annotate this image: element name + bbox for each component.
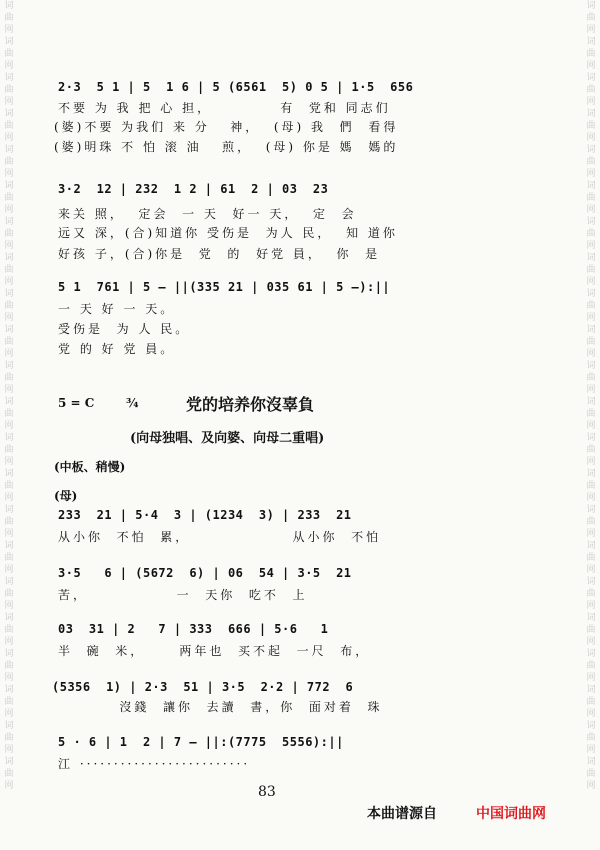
watermark-char: 网 [4, 313, 14, 323]
watermark-char: 词 [4, 721, 14, 731]
watermark-char: 网 [4, 25, 14, 35]
watermark-char: 曲 [4, 265, 14, 275]
watermark-char: 网 [586, 745, 596, 755]
watermark-char: 曲 [4, 85, 14, 95]
watermark-left [2, 0, 16, 850]
watermark-char: 词 [4, 649, 14, 659]
watermark-char: 曲 [4, 337, 14, 347]
watermark-char: 网 [586, 673, 596, 683]
watermark-char: 网 [4, 745, 14, 755]
watermark-char: 词 [586, 289, 596, 299]
watermark-char: 曲 [4, 229, 14, 239]
watermark-char: 网 [586, 781, 596, 791]
watermark-char: 曲 [4, 157, 14, 167]
watermark-char: 网 [4, 277, 14, 287]
watermark-char: 词 [4, 361, 14, 371]
score-row-3: 5 1 761 | 5 — ||(335 21 | 035 61 | 5 —):|| [58, 280, 391, 294]
watermark-char: 词 [4, 289, 14, 299]
lyric-line: (婆)明珠 不 怕 滚 油 煎， (母) 你是 媽 媽的 [54, 140, 399, 154]
watermark-char: 词 [586, 253, 596, 263]
watermark-char: 曲 [4, 193, 14, 203]
watermark-char: 词 [4, 181, 14, 191]
watermark-char: 曲 [4, 589, 14, 599]
watermark-char: 曲 [586, 373, 596, 383]
watermark-char: 词 [586, 433, 596, 443]
watermark-char: 曲 [586, 13, 596, 23]
watermark-char: 曲 [4, 733, 14, 743]
watermark-char: 网 [586, 385, 596, 395]
watermark-char: 词 [586, 181, 596, 191]
score-row-7: (5356 1) | 2·3 51 | 3·5 2·2 | 772 6 [52, 680, 354, 694]
watermark-char: 曲 [586, 445, 596, 455]
singer-label: (母) [54, 489, 78, 503]
watermark-char: 词 [586, 361, 596, 371]
watermark-char: 曲 [4, 301, 14, 311]
lyric-line: 党 的 好 党 員。 [58, 342, 176, 356]
watermark-char: 词 [4, 577, 14, 587]
watermark-char: 词 [586, 541, 596, 551]
lyric-line: 受伤是 为 人 民。 [58, 322, 191, 336]
watermark-char: 曲 [586, 733, 596, 743]
watermark-char: 词 [4, 217, 14, 227]
watermark-char: 曲 [4, 769, 14, 779]
watermark-char: 词 [4, 253, 14, 263]
site-name: 中国词曲网 [476, 806, 546, 822]
watermark-char: 网 [4, 493, 14, 503]
watermark-char: 网 [4, 421, 14, 431]
watermark-char: 词 [4, 685, 14, 695]
watermark-char: 曲 [586, 661, 596, 671]
lyric-line: 远又 深，(合)知道你 受伤是 为人 民， 知 道你 [58, 226, 398, 240]
watermark-char: 网 [4, 133, 14, 143]
key-signature: 5 = C [58, 396, 95, 410]
watermark-char: 曲 [586, 553, 596, 563]
watermark-char: 曲 [586, 85, 596, 95]
watermark-char: 网 [4, 781, 14, 791]
watermark-char: 网 [4, 241, 14, 251]
watermark-char: 网 [4, 61, 14, 71]
watermark-char: 词 [586, 73, 596, 83]
watermark-char: 网 [586, 421, 596, 431]
watermark-char: 词 [586, 505, 596, 515]
watermark-char: 词 [4, 109, 14, 119]
watermark-char: 词 [586, 145, 596, 155]
watermark-char: 网 [4, 385, 14, 395]
watermark-char: 曲 [586, 229, 596, 239]
watermark-char: 网 [586, 97, 596, 107]
watermark-char: 网 [586, 457, 596, 467]
watermark-char: 网 [586, 61, 596, 71]
watermark-char: 词 [586, 685, 596, 695]
watermark-char: 曲 [4, 445, 14, 455]
watermark-char: 词 [586, 1, 596, 11]
watermark-char: 网 [586, 313, 596, 323]
watermark-char: 网 [586, 25, 596, 35]
watermark-char: 曲 [586, 409, 596, 419]
lyric-line: 沒錢 讓你 去讀 書，你 面对着 珠 [58, 700, 383, 714]
watermark-char: 网 [4, 673, 14, 683]
watermark-char: 曲 [586, 697, 596, 707]
watermark-char: 曲 [4, 49, 14, 59]
score-row-8: 5 · 6 | 1 2 | 7 — ||:(7775 5556):|| [58, 735, 344, 749]
watermark-char: 网 [4, 169, 14, 179]
watermark-char: 曲 [4, 553, 14, 563]
watermark-char: 词 [586, 109, 596, 119]
watermark-char: 曲 [586, 157, 596, 167]
watermark-char: 网 [586, 349, 596, 359]
lyric-line: 江 ························· [58, 757, 251, 771]
watermark-char: 网 [586, 241, 596, 251]
watermark-char: 网 [586, 493, 596, 503]
watermark-char: 词 [586, 469, 596, 479]
watermark-char: 曲 [586, 625, 596, 635]
watermark-char: 词 [586, 397, 596, 407]
watermark-char: 曲 [586, 193, 596, 203]
watermark-char: 曲 [4, 13, 14, 23]
watermark-char: 网 [4, 601, 14, 611]
watermark-char: 曲 [4, 373, 14, 383]
watermark-char: 词 [4, 433, 14, 443]
watermark-char: 曲 [586, 769, 596, 779]
score-row-4: 233 21 | 5·4 3 | (1234 3) | 233 21 [58, 508, 352, 522]
watermark-char: 网 [4, 349, 14, 359]
watermark-char: 网 [586, 709, 596, 719]
watermark-char: 曲 [4, 121, 14, 131]
watermark-char: 曲 [586, 337, 596, 347]
watermark-char: 曲 [4, 625, 14, 635]
lyric-line: 半 碗 米， 两年也 买不起 一尺 布， [58, 644, 371, 658]
watermark-char: 网 [586, 529, 596, 539]
score-row-6: 03 31 | 2 7 | 333 666 | 5·6 1 [58, 622, 329, 636]
watermark-char: 词 [586, 577, 596, 587]
watermark-char: 网 [4, 529, 14, 539]
watermark-char: 曲 [586, 49, 596, 59]
time-signature: ¾ [126, 396, 139, 410]
score-row-5: 3·5 6 | (5672 6) | 06 54 | 3·5 21 [58, 566, 352, 580]
watermark-char: 词 [586, 649, 596, 659]
watermark-char: 网 [4, 97, 14, 107]
lyric-line: 不要 为 我 把 心 担， 有 党和 同志们 [58, 101, 391, 115]
lyric-line: 从小你 不怕 累， 从小你 不怕 [58, 530, 382, 544]
lyric-line: 好孩 子，(合)你是 党 的 好党 員， 你 是 [58, 247, 381, 261]
watermark-char: 网 [586, 169, 596, 179]
watermark-char: 曲 [4, 517, 14, 527]
score-row-1: 2·3 5 1 | 5 1 6 | 5 (6561 5) 0 5 | 1·5 656 [58, 80, 414, 94]
watermark-char: 曲 [4, 409, 14, 419]
watermark-char: 曲 [586, 589, 596, 599]
watermark-char: 曲 [586, 301, 596, 311]
song-title: 党的培养你沒辜負 [186, 395, 315, 414]
watermark-char: 曲 [4, 697, 14, 707]
watermark-char: 曲 [586, 265, 596, 275]
watermark-char: 词 [4, 757, 14, 767]
watermark-char: 词 [4, 541, 14, 551]
watermark-char: 词 [586, 613, 596, 623]
watermark-char: 网 [586, 565, 596, 575]
lyric-line: (婆)不要 为我们 来 分 神， (母) 我 們 看得 [54, 120, 399, 134]
watermark-char: 词 [4, 469, 14, 479]
watermark-char: 网 [586, 637, 596, 647]
page-number: 83 [258, 784, 276, 800]
watermark-char: 网 [586, 133, 596, 143]
watermark-char: 曲 [586, 481, 596, 491]
watermark-char: 词 [4, 73, 14, 83]
watermark-char: 词 [4, 505, 14, 515]
watermark-char: 词 [4, 325, 14, 335]
watermark-char: 词 [4, 37, 14, 47]
tempo-marking: (中板、稍慢) [54, 460, 126, 474]
watermark-char: 词 [4, 397, 14, 407]
song-subtitle: (向母独唱、及向婆、向母二重唱) [130, 431, 325, 446]
lyric-line: 一 天 好 一 天。 [58, 302, 176, 316]
watermark-char: 词 [586, 721, 596, 731]
watermark-right [584, 0, 598, 850]
lyric-line: 苦， 一 天你 吃不 上 [58, 588, 308, 602]
watermark-char: 网 [586, 205, 596, 215]
watermark-char: 词 [586, 217, 596, 227]
watermark-char: 词 [586, 325, 596, 335]
watermark-char: 网 [586, 277, 596, 287]
score-row-2: 3·2 12 | 232 1 2 | 61 2 | 03 23 [58, 182, 329, 196]
watermark-char: 曲 [586, 517, 596, 527]
source-label: 本曲谱源自 [367, 806, 437, 822]
watermark-char: 曲 [4, 661, 14, 671]
watermark-char: 词 [4, 613, 14, 623]
watermark-char: 网 [4, 709, 14, 719]
watermark-char: 网 [4, 205, 14, 215]
watermark-char: 词 [586, 757, 596, 767]
lyric-line: 来关 照， 定会 一 天 好一 天， 定 会 [58, 207, 357, 221]
watermark-char: 网 [4, 637, 14, 647]
watermark-char: 网 [4, 565, 14, 575]
watermark-char: 曲 [586, 121, 596, 131]
watermark-char: 词 [586, 37, 596, 47]
watermark-char: 网 [4, 457, 14, 467]
watermark-char: 曲 [4, 481, 14, 491]
watermark-char: 词 [4, 145, 14, 155]
watermark-char: 网 [586, 601, 596, 611]
watermark-char: 词 [4, 1, 14, 11]
